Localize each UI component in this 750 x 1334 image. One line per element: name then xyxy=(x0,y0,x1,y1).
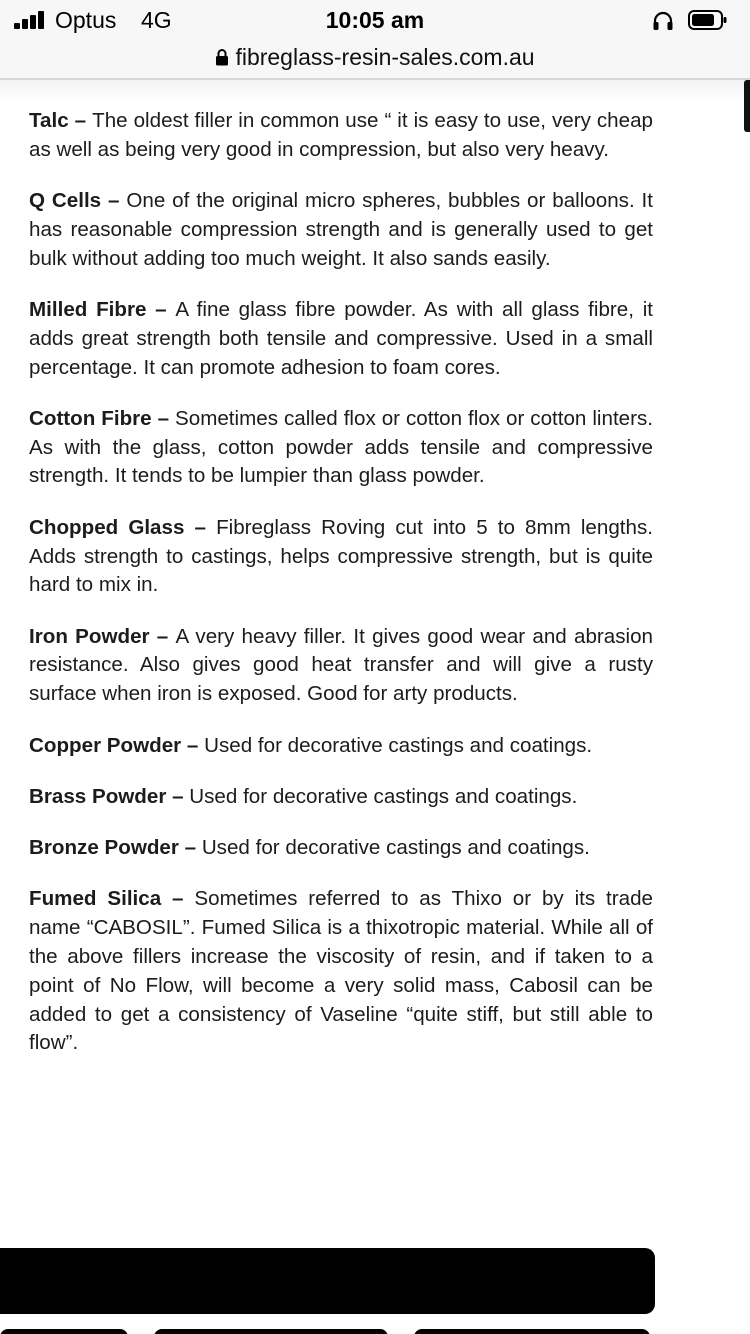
status-bar xyxy=(0,0,750,42)
term-separator: – xyxy=(68,109,93,132)
filler-milled-fibre xyxy=(29,296,653,382)
term-separator: – xyxy=(178,836,202,860)
term-separator: – xyxy=(161,887,195,911)
filler-term: Q Cells xyxy=(29,189,102,213)
filler-brass-powder xyxy=(29,783,653,812)
lock-icon xyxy=(215,48,229,66)
term-separator: – xyxy=(101,189,127,213)
filler-description: Sometimes referred to as Thixo or by its trade name “CABOSIL”. Fumed Silica is a thixotropic material. While all of the above fillers increase the viscosity of resin, and if taken to a point of No Flow, will become a very solid mass, Cabosil can be added to get a consistency of Vaseline “quite stiff, but still able to flow”. xyxy=(29,887,653,1055)
bottom-tab[interactable] xyxy=(0,1329,128,1334)
filler-description: Used for decorative castings and coatings. xyxy=(201,836,590,860)
address-bar[interactable] xyxy=(0,42,750,78)
term-separator: – xyxy=(181,733,205,757)
filler-term: Milled Fibre xyxy=(29,297,147,321)
scroll-indicator[interactable] xyxy=(744,80,750,132)
filler-description: Sometimes called flox or cotton flox or cotton linters. As with the glass, cotton powder adds tensile and compressive strength. It tends to be lumpier than glass powder. xyxy=(29,406,653,488)
filler-bronze-powder xyxy=(29,834,653,863)
filler-description: Fibreglass Roving cut into 5 to 8mm lengths. Adds strength to castings, helps compressive strength, but is quite hard to mix in. xyxy=(29,515,653,597)
term-separator: – xyxy=(184,515,217,539)
filler-q-cells xyxy=(29,187,653,273)
term-separator: – xyxy=(149,624,176,648)
filler-term: Bronze Powder xyxy=(29,836,179,860)
filler-description: A very heavy filler. It gives good wear and abrasion resistance. Also gives good heat transfer and will give a rusty surface when iron is exposed. Good for arty products. xyxy=(29,624,654,706)
network-type: 4G xyxy=(141,7,172,33)
bottom-action-bar[interactable] xyxy=(0,1248,655,1314)
filler-term: Fumed Silica xyxy=(29,887,162,911)
term-separator: – xyxy=(146,297,176,321)
headphones-icon xyxy=(652,11,674,31)
filler-term: Copper Powder xyxy=(29,733,182,757)
filler-description: Used for decorative castings and coatings. xyxy=(204,733,593,757)
filler-copper-powder xyxy=(29,732,653,761)
filler-cotton-fibre xyxy=(29,405,653,491)
article-content xyxy=(29,107,653,1081)
filler-fumed-silica xyxy=(29,885,653,1058)
bottom-tabs xyxy=(0,1329,750,1334)
filler-description: The oldest filler in common use “ it is easy to use, very cheap as well as being very good in compression, but also very heavy. xyxy=(29,109,653,161)
url-text[interactable]: fibreglass-resin-sales.com.au xyxy=(235,44,535,70)
battery-icon xyxy=(688,9,728,31)
filler-term: Chopped Glass xyxy=(29,515,185,539)
filler-chopped-glass xyxy=(29,514,653,600)
term-separator: – xyxy=(151,406,175,430)
filler-description: Used for decorative castings and coatings. xyxy=(189,784,578,808)
status-time: 10:05 am xyxy=(325,7,425,33)
filler-talc xyxy=(29,107,653,165)
carrier-name: Optus xyxy=(55,7,117,33)
filler-term: Iron Powder xyxy=(29,624,150,648)
filler-term: Cotton Fibre xyxy=(29,406,152,430)
clipped-previous-text xyxy=(0,80,750,102)
filler-iron-powder xyxy=(29,623,653,709)
bottom-tab[interactable] xyxy=(154,1329,388,1334)
bottom-tab[interactable] xyxy=(414,1329,650,1334)
filler-term: Brass Powder xyxy=(29,784,167,808)
filler-description: A fine glass fibre powder. As with all glass fibre, it adds great strength both tensile and compressive. Used in a small percentage. It can promote adhesion to foam cores. xyxy=(29,297,653,379)
term-separator: – xyxy=(166,784,190,808)
filler-term: Talc xyxy=(29,109,69,132)
filler-description: One of the original micro spheres, bubbles or balloons. It has reasonable compression strength and is generally used to get bulk without adding too much weight. It also sands easily. xyxy=(29,189,653,270)
